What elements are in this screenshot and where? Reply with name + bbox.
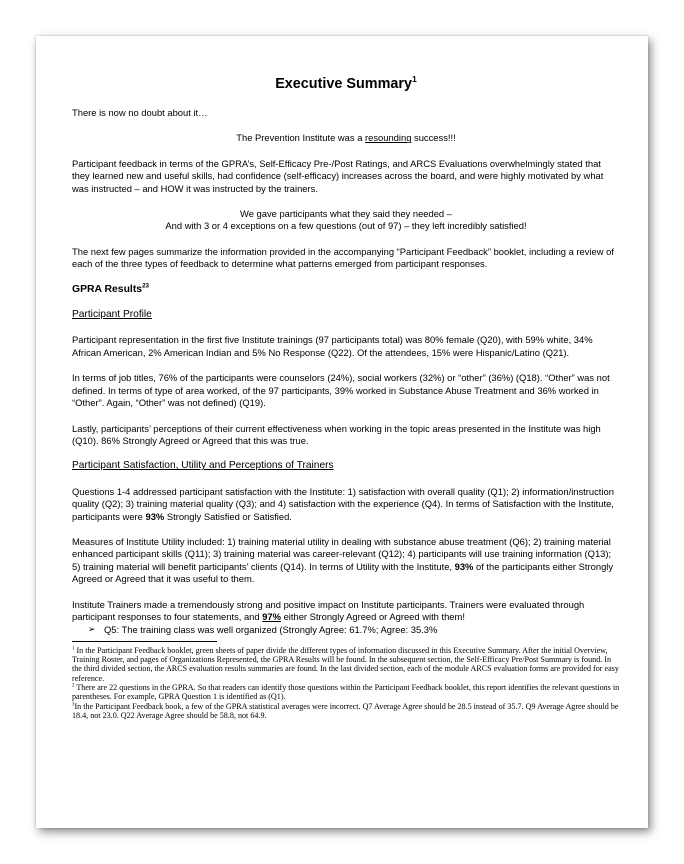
feedback-paragraph: Participant feedback in terms of the GPRA’s, Self-Efficacy Pre-/Post Ratings, and ARCS Evaluations overwhelmingly stated that they learned new and useful skills, had confidence (self-efficacy) increases across the board, and were highly motivated by what was instructed – and HOW it was instructed by the trainers. — [72, 157, 604, 194]
footnote-separator — [72, 641, 217, 642]
page-content — [72, 76, 620, 720]
intro-text: There is now no doubt about it… — [72, 107, 208, 118]
quote-line-1: We gave participants what they said they needed – — [240, 208, 452, 220]
footnote-2: $^2$ There are 22 questions in the GPRA. So that readers can identify those questions within the Participant Feedback booklet, this report identifies the relevant questions in parentheses. For example, GPRA Question 1 is identified as (Q1). — [72, 682, 620, 702]
profile-paragraph-3: Lastly, participants’ perceptions of their current effectiveness when working in the topic areas presented in the Institute was high (Q10). 86% Strongly Agreed or Agreed that this was true. — [72, 422, 601, 446]
trainers-paragraph: Institute Trainers made a tremendously strong and positive impact on Institute participants. Trainers were evaluated through participant responses to four statements, and 97% either Strongly Agreed or Agreed with them! — [72, 598, 585, 622]
utility-percent: 93% — [454, 560, 474, 572]
arrow-bullet-icon: ➢ — [88, 625, 96, 636]
bullet-text: Q5: The training class was well organized (Strongly Agree: 61.7%; Agree: 35.3% — [104, 624, 438, 636]
title-footnote-mark: 1 — [412, 74, 417, 85]
summary-paragraph: The next few pages summarize the information provided in the accompanying “Participant Feedback” booklet, including a review of each of the three types of feedback to determine what patterns emerged from participant responses. — [72, 245, 614, 270]
bullet-item-q5 — [88, 624, 620, 636]
profile-paragraph-1: Participant representation in the first five Institute trainings (97 participants total) was 80% female (Q20), with 59% white, 34% African American, 2% American Indian and 5% No Response (Q22). Of the attendees, 15% were Hispanic/Latino (Q21). — [72, 334, 593, 358]
footnote-3: $^3$In the Participant Feedback book, a few of the GPRA statistical averages were incorrect. Q7 Average Agree should be 28.5 instead of 35.7. Q9 Average Agree should be 18.4, not 23.0. Q22 Average Agree should be 58.8, not 64.9. — [72, 701, 619, 720]
resounding-underlined: resounding — [365, 132, 412, 144]
gpra-footnote-mark: 23 — [142, 282, 149, 290]
trainers-percent: 97% — [262, 610, 281, 622]
utility-paragraph: Measures of Institute Utility included: 1) training material utility in dealing with substance abuse treatment (Q6); 2) training material enhanced participant skills (Q11); 3) training material was career-relevant (Q12); 4) participants will use training information (Q13); 5) training material will benefit participants’ clients (Q14). In terms of Utility with the Institute, 93% of the participants either Strongly Agreed or Agreed that it was useful to them. — [72, 535, 614, 585]
satisfaction-heading: Participant Satisfaction, Utility and Perceptions of Trainers — [72, 460, 334, 472]
gpra-heading: GPRA Results$^{23}$ — [72, 282, 149, 295]
quote-line-2: And with 3 or 4 exceptions on a few questions (out of 97) – they left incredibly satisfied! — [165, 220, 527, 232]
centered-quote — [72, 208, 620, 233]
satisfaction-percent: 93% — [145, 510, 165, 522]
satisfaction-paragraph: Questions 1-4 addressed participant satisfaction with the Institute: 1) satisfaction with overall quality (Q1); 2) information/instruction quality (Q2); 3) training material quality (Q3); and 4) satisfaction with the experience (Q4). In terms of Satisfaction with the Institute, participants were 93% Strongly Satisfied or Satisfied. — [72, 485, 614, 522]
document-page — [36, 36, 648, 828]
profile-paragraph-2: In terms of job titles, 76% of the participants were counselors (24%), social workers (32%) or “other” (36%) (Q18). “Other” was not defined. In terms of type of area worked, of the 97 participants, 39% worked in Substance Abuse Treatment and 36% worked in “Other”. Again, “Other” was not defined) (Q19). — [72, 372, 610, 409]
footnote-1: $^1$ In the Participant Feedback booklet, green sheets of paper divide the different types of information discussed in this Executive Summary. After the initial Overview, Training Roster, and pages of Organizations Represented, the GPRA Results will be found. In the subsequent section, the Self-Efficacy Pre/Post Summary is found. In the third divided section, the ARCS evaluation results summaries are found. In the last divided section, each of the module ARCS evaluation forms are provided for easy reference. — [72, 645, 619, 683]
footnotes — [72, 646, 620, 720]
success-statement: The Prevention Institute was a resounding success!!! — [236, 132, 456, 144]
profile-heading: Participant Profile — [72, 309, 152, 321]
page-title: Executive Summary$^1$ — [275, 74, 417, 92]
